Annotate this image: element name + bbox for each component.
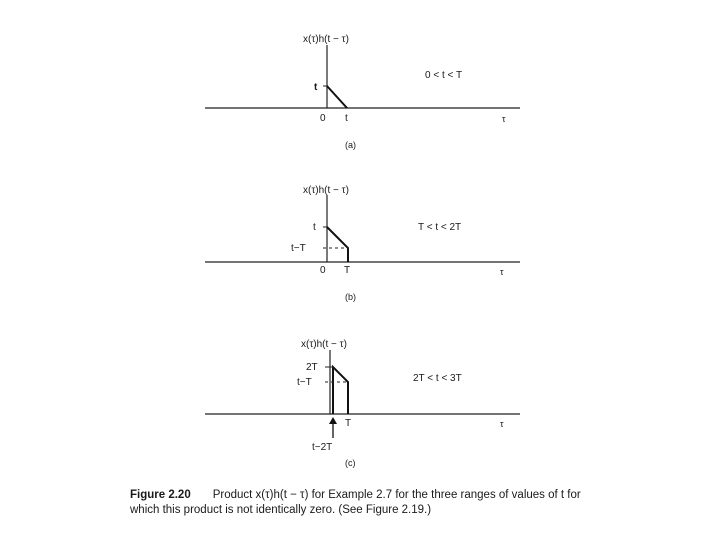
panel-a-tau-label: τ: [502, 114, 506, 124]
panel-c-sublabel: (c): [345, 458, 356, 468]
panel-b-tau-label: τ: [500, 267, 504, 277]
panel-c: [205, 339, 520, 468]
panel-b-ytick-1: t−T: [291, 243, 306, 254]
panel-a-xtick-0: 0: [320, 113, 326, 124]
panel-c-arrow-label: t−2T: [312, 442, 333, 453]
panel-a-ylabel: x(τ)h(t − τ): [303, 34, 349, 45]
panel-c-ylabel: x(τ)h(t − τ): [301, 339, 347, 350]
panel-a-product-curve: [327, 86, 347, 108]
panel-b-ylabel: x(τ)h(t − τ): [303, 185, 349, 196]
panel-b-sublabel: (b): [345, 292, 356, 302]
figure-caption-text: Product x(τ)h(t − τ) for Example 2.7 for the three ranges of values of t for which this product is not identically zero. (See Figure 2.19.): [130, 489, 581, 516]
panel-c-product-curve: [333, 367, 348, 414]
panel-b-xtick-1: T: [344, 265, 351, 276]
panel-a-range: 0 < t < T: [425, 70, 463, 81]
panel-a-sublabel: (a): [345, 140, 356, 150]
panel-c-ytick-1: t−T: [297, 377, 312, 388]
figure-caption: [130, 488, 610, 518]
panel-c-arrow-head: [329, 417, 337, 424]
panel-c-xtick-0: T: [345, 418, 352, 429]
panel-b-product-curve: [327, 227, 348, 262]
panel-c-ytick-0: 2T: [306, 362, 318, 373]
panel-c-tau-label: τ: [500, 419, 504, 429]
panel-b-ytick-0: t: [313, 222, 316, 233]
panel-a: [205, 34, 520, 150]
panel-a-xtick-1: t: [345, 113, 348, 124]
panel-b-range: T < t < 2T: [418, 222, 462, 233]
panel-a-ytick: t: [314, 82, 318, 93]
panel-b: [205, 185, 520, 302]
panel-b-xtick-0: 0: [320, 265, 326, 276]
figure-number: Figure 2.20: [130, 489, 191, 501]
panel-c-range: 2T < t < 3T: [413, 373, 462, 384]
